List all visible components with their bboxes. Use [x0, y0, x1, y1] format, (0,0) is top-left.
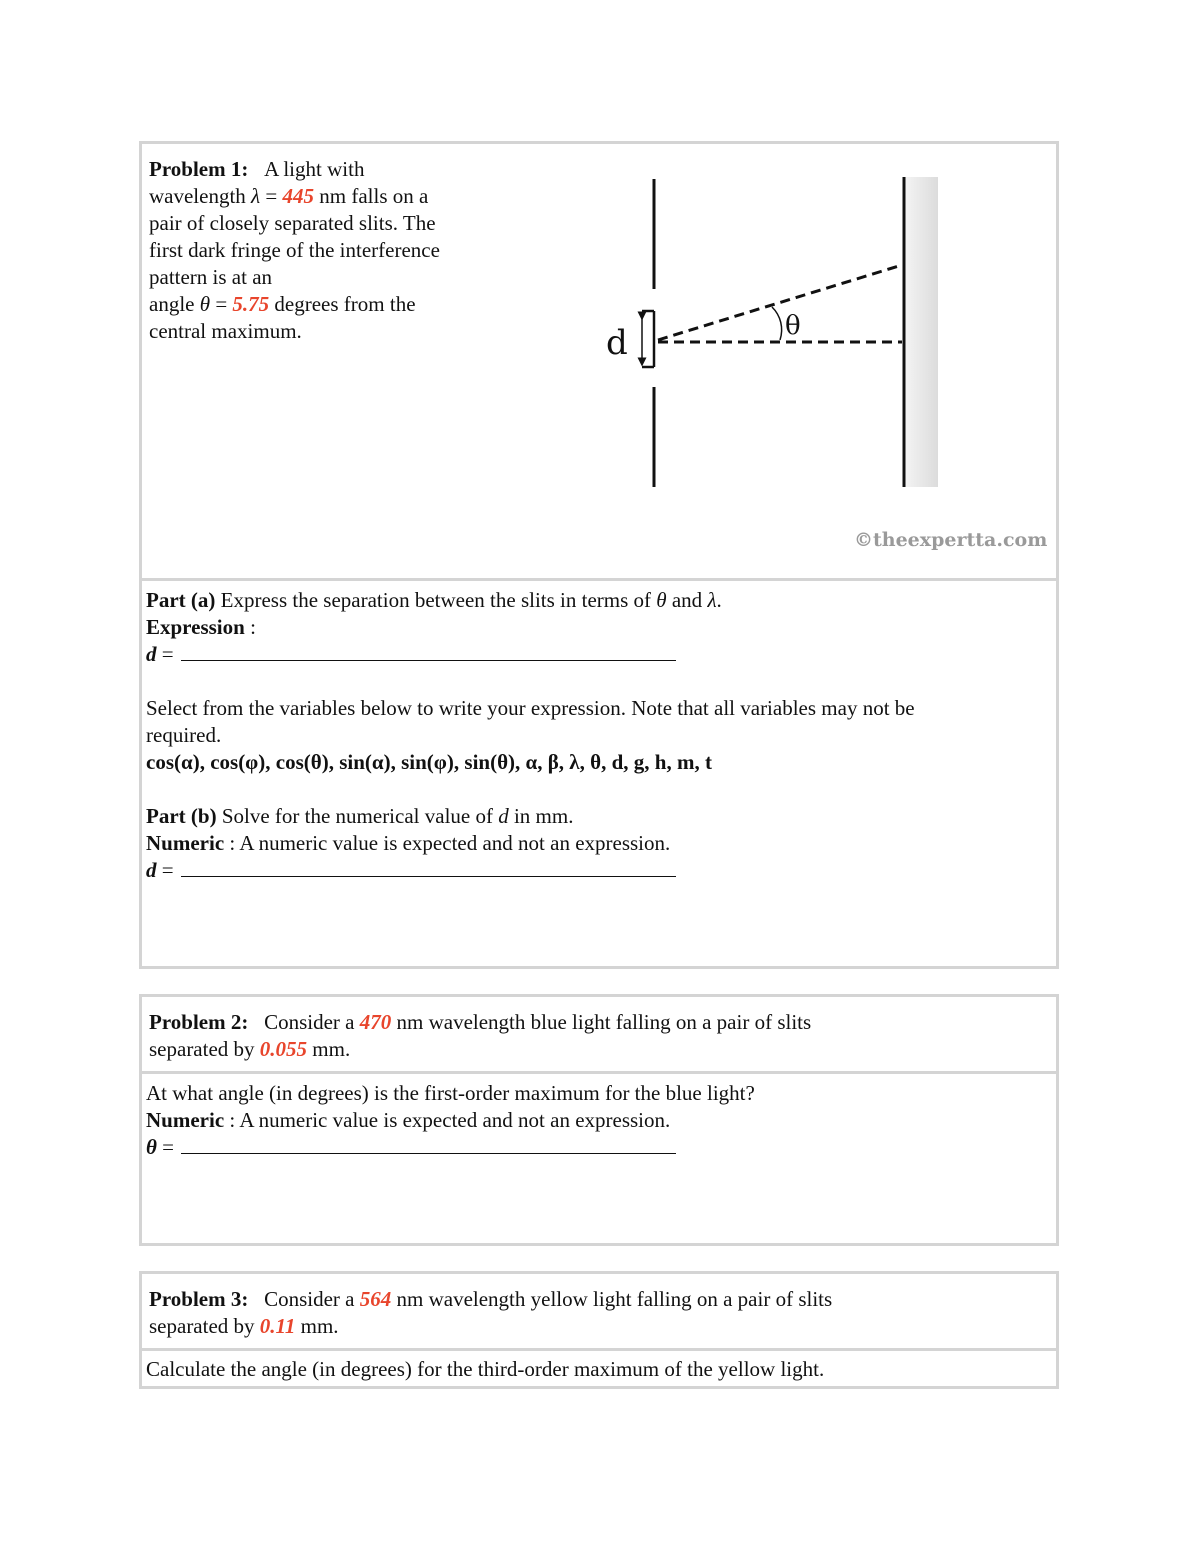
problem-1-parts: Part (a) Express the separation between the slits in terms of θ and λ. Expression : d = Select from the variables below to write your expression. Note that all variables may not be required. cos(α), cos(φ), cos(θ), sin(α), sin(φ), sin(θ), α, β, λ, θ, d, g, h, m, t Part (b) Solve for the numerical value of d in mm. Numeric : A numeric value is expected and not an expression. d = [142, 578, 1056, 966]
wavelength-value: 470 [359, 1010, 392, 1034]
problem-2-question: At what angle (in degrees) is the first-order maximum for the blue light? Numeric : A numeric value is expected and not an expression. θ = [142, 1071, 1056, 1243]
numeric-label: Numeric [146, 1108, 225, 1132]
wavelength-value: 564 [359, 1287, 392, 1311]
copyright-watermark: ©theexpertta.com [854, 529, 1048, 551]
problem-2-card [139, 994, 1059, 1246]
separation-value: 0.11 [259, 1314, 296, 1338]
problem-2-answer-blank[interactable] [181, 1135, 676, 1154]
fringe-ray-dashed [658, 265, 902, 340]
expression-label: Expression [146, 615, 245, 639]
wavelength-value: 445 [282, 184, 314, 208]
numeric-label: Numeric [146, 831, 225, 855]
problem-1-statement: Problem 1: A light with wavelength λ = 445 nm falls on a pair of closely separated slits. The first dark fringe of the interference pattern is at an angle θ = 5.75 degrees from the central maximum. d θ ©theexpertta.com [149, 157, 1048, 551]
screen-shading [904, 177, 938, 487]
problem-1-label: Problem 1: [149, 157, 249, 181]
problem-3-statement: Problem 3: Consider a 564 nm wavelength yellow light falling on a pair of slits separated by 0.11 mm. [149, 1287, 833, 1338]
problem-2-label: Problem 2: [149, 1010, 249, 1034]
problem-1-card [139, 141, 1059, 969]
separation-label: d [606, 323, 628, 363]
angle-arc [772, 307, 782, 340]
part-a-answer-blank[interactable] [181, 642, 676, 661]
problem-3-label: Problem 3: [149, 1287, 249, 1311]
separation-value: 0.055 [259, 1037, 308, 1061]
double-slit-diagram [602, 174, 942, 494]
variable-list: cos(α), cos(φ), cos(θ), sin(α), sin(φ), sin(θ), α, β, λ, θ, d, g, h, m, t [146, 750, 712, 774]
part-b-label: Part (b) [146, 804, 217, 828]
angle-label: θ [785, 311, 801, 341]
problem-2-statement: Problem 2: Consider a 470 nm wavelength blue light falling on a pair of slits separated by 0.055 mm. [149, 1010, 812, 1061]
problem-3-question: Calculate the angle (in degrees) for the third-order maximum of the yellow light. [142, 1348, 1056, 1386]
angle-value: 5.75 [232, 292, 270, 316]
problem-3-card [139, 1271, 1059, 1389]
part-a-label: Part (a) [146, 588, 216, 612]
part-b-answer-blank[interactable] [181, 858, 676, 877]
